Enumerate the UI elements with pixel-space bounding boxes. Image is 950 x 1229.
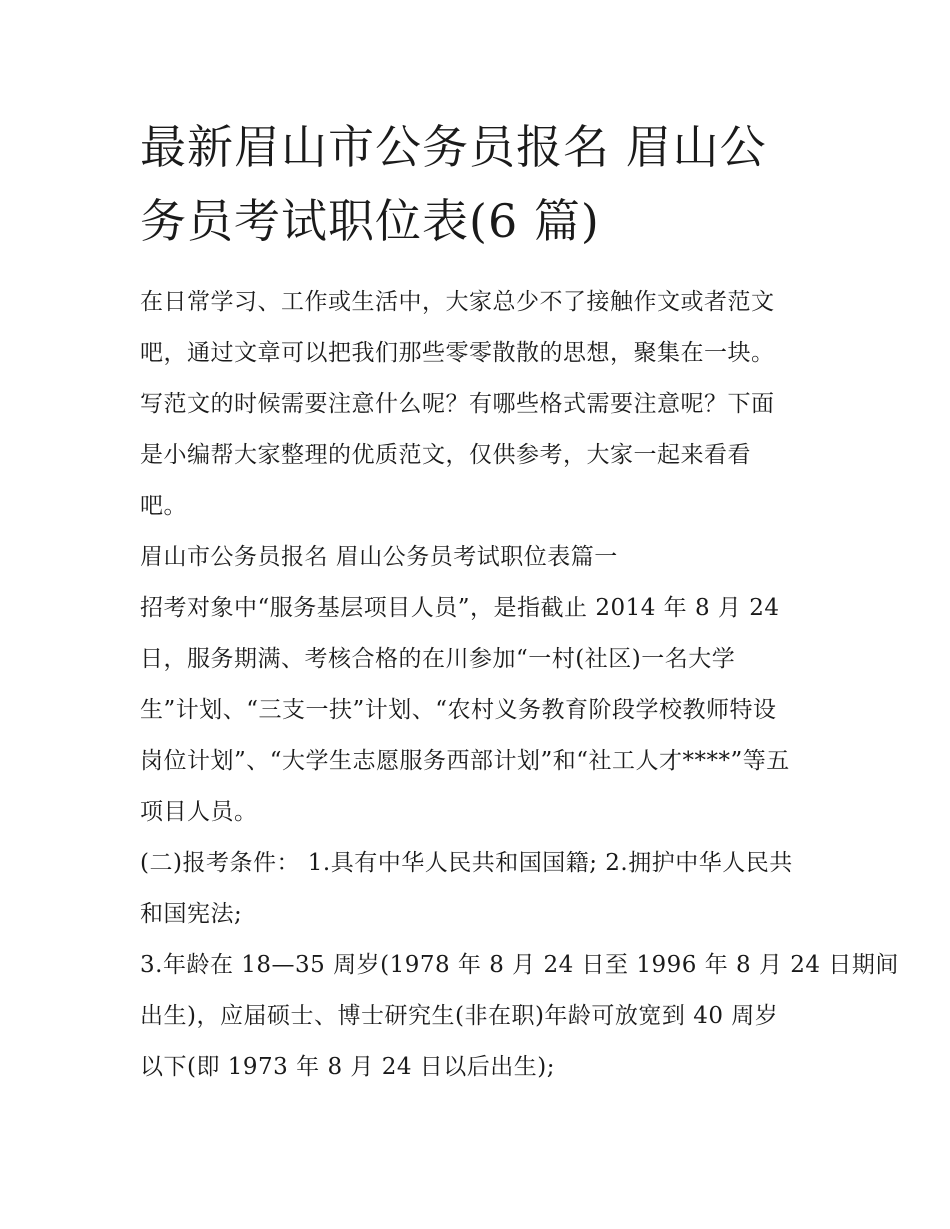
body-line: 吧。 (140, 493, 187, 519)
section-heading: 眉山市公务员报名 眉山公务员考试职位表篇一 (140, 544, 618, 570)
body-line: 写范文的时候需要注意什么呢？有哪些格式需要注意呢？下面 (140, 391, 775, 417)
title-line-1: 最新眉山市公务员报名 眉山公 (140, 120, 767, 174)
body-line: 生”计划、“三支一扶”计划、“农村义务教育阶段学校教师特设 (140, 697, 777, 723)
body-line: 以下(即 1973 年 8 月 24 日以后出生); (140, 1054, 555, 1080)
document-body (140, 277, 899, 1093)
body-line: 出生)，应届硕士、博士研究生(非在职)年龄可放宽到 40 周岁 (140, 1003, 779, 1029)
title-line-2: 务员考试职位表(6 篇) (140, 194, 600, 248)
body-line: 和国宪法; (140, 901, 243, 927)
document-title (140, 110, 820, 258)
body-line: 岗位计划”、“大学生志愿服务西部计划”和“社工人才****”等五 (140, 748, 790, 774)
body-line: 日，服务期满、考核合格的在川参加“一村(社区)一名大学 (140, 646, 736, 672)
body-line: (二)报考条件： 1.具有中华人民共和国国籍; 2.拥护中华人民共 (140, 850, 793, 876)
body-line: 在日常学习、工作或生活中，大家总少不了接触作文或者范文 (140, 289, 775, 315)
body-line: 是小编帮大家整理的优质范文，仅供参考，大家一起来看看 (140, 442, 751, 468)
body-line: 吧，通过文章可以把我们那些零零散散的思想，聚集在一块。 (140, 340, 775, 366)
body-line: 招考对象中“服务基层项目人员”，是指截止 2014 年 8 月 24 (140, 595, 780, 621)
body-line: 项目人员。 (140, 799, 258, 825)
body-line: 3.年龄在 18—35 周岁(1978 年 8 月 24 日至 1996 年 8 月 24 日期间 (140, 952, 899, 978)
